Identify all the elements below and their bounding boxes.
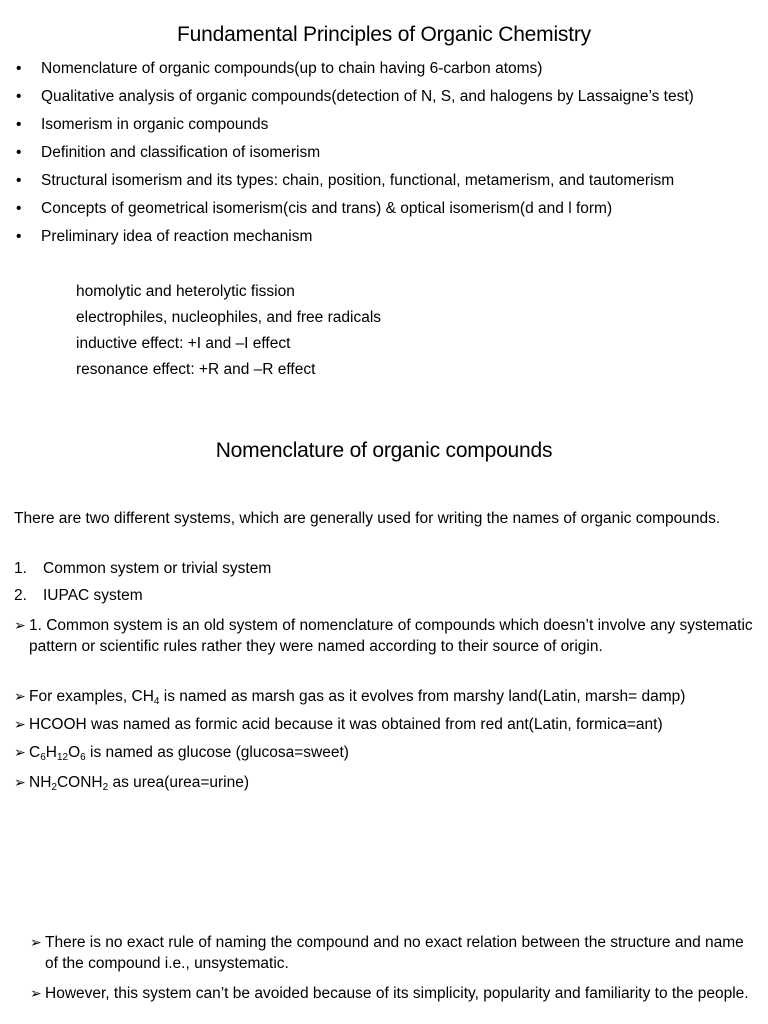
section-title: Nomenclature of organic compounds (215, 439, 553, 462)
point-item (30, 932, 752, 974)
text-run: is named as glucose (glucosa=sweet) (85, 744, 349, 761)
item-text: IUPAC system (43, 587, 143, 604)
list-item-text: Qualitative analysis of organic compounds(detection of N, S, and halogens by Lassaigne’s test) (41, 88, 694, 105)
list-item (14, 200, 754, 218)
point-item (14, 615, 762, 657)
bullet-icon: • (16, 228, 22, 245)
list-item (14, 60, 754, 78)
point-text (14, 686, 762, 707)
bullet-icon: • (16, 60, 22, 77)
subscript: 4 (153, 696, 160, 707)
page-title: Fundamental Principles of Organic Chemistry (177, 23, 591, 46)
list-item (14, 172, 754, 190)
text-run: CONH (56, 774, 103, 791)
point-item (14, 772, 762, 793)
text-run: For examples, CH (29, 688, 154, 705)
list-item-text: Structural isomerism and its types: chain, position, functional, metamerism, and tautomerism (41, 172, 675, 189)
numbered-item (14, 587, 143, 605)
point-item (30, 983, 752, 1004)
numbered-item (14, 560, 271, 578)
list-item-text: Definition and classification of isomerism (41, 144, 321, 161)
list-item-text: Nomenclature of organic compounds(up to chain having 6-carbon atoms) (41, 60, 543, 77)
list-item-text: Isomerism in organic compounds (41, 116, 269, 133)
point-item (14, 714, 762, 735)
arrow-bullet-icon: ➢ (30, 985, 42, 1001)
arrow-bullet-icon: ➢ (14, 617, 26, 633)
topic-list (14, 60, 754, 246)
bullet-icon: • (16, 116, 22, 133)
bullet-icon: • (16, 144, 22, 161)
intro-paragraph: There are two different systems, which are generally used for writing the names of organic compounds. (14, 510, 721, 527)
arrow-bullet-icon: ➢ (14, 716, 26, 732)
subscript: 6 (40, 752, 46, 763)
text-run: C (29, 744, 41, 761)
point-text (14, 772, 762, 793)
item-number: 1. (14, 560, 27, 577)
subscript: 2 (51, 782, 57, 793)
sub-item: inductive effect: +I and –I effect (76, 335, 291, 352)
subscript: 6 (80, 752, 86, 763)
list-item (14, 88, 754, 106)
bullet-icon: • (16, 200, 22, 217)
point-text (14, 742, 762, 763)
sub-item: homolytic and heterolytic fission (76, 283, 295, 300)
text-run: O (68, 744, 81, 761)
point-text: 1. Common system is an old system of nomenclature of compounds which doesn’t involve any systematic pattern or scientific rules rather they were named according to their source of origin. (29, 617, 753, 655)
point-text: HCOOH was named as formic acid because it was obtained from red ant(Latin, formica=ant) (29, 716, 663, 733)
list-item (14, 228, 754, 246)
list-item (14, 144, 754, 162)
point-text: There is no exact rule of naming the compound and no exact relation between the structure and name of the compound i.e., unsystematic. (45, 934, 744, 972)
sub-item: resonance effect: +R and –R effect (76, 361, 316, 378)
text-run: NH (29, 774, 52, 791)
bullet-icon: • (16, 172, 22, 189)
arrow-bullet-icon: ➢ (14, 744, 26, 760)
subscript: 12 (56, 752, 69, 763)
item-text: Common system or trivial system (43, 560, 272, 577)
list-item-text: Concepts of geometrical isomerism(cis and trans) & optical isomerism(d and l form) (41, 200, 613, 217)
text-run: H (45, 744, 57, 761)
list-item (14, 116, 754, 134)
point-item (14, 742, 762, 763)
arrow-bullet-icon: ➢ (30, 934, 42, 950)
subscript: 2 (102, 782, 109, 793)
arrow-bullet-icon: ➢ (14, 688, 26, 704)
sub-item: electrophiles, nucleophiles, and free radicals (76, 309, 382, 326)
point-item (14, 686, 762, 707)
text-run: is named as marsh gas as it evolves from marshy land(Latin, marsh= damp) (159, 688, 686, 705)
item-number: 2. (14, 587, 27, 604)
bullet-icon: • (16, 88, 22, 105)
arrow-bullet-icon: ➢ (14, 774, 26, 790)
point-text: However, this system can’t be avoided because of its simplicity, popularity and familiarity to the people. (45, 985, 749, 1002)
text-run: as urea(urea=urine) (108, 774, 250, 791)
list-item-text: Preliminary idea of reaction mechanism (41, 228, 313, 245)
